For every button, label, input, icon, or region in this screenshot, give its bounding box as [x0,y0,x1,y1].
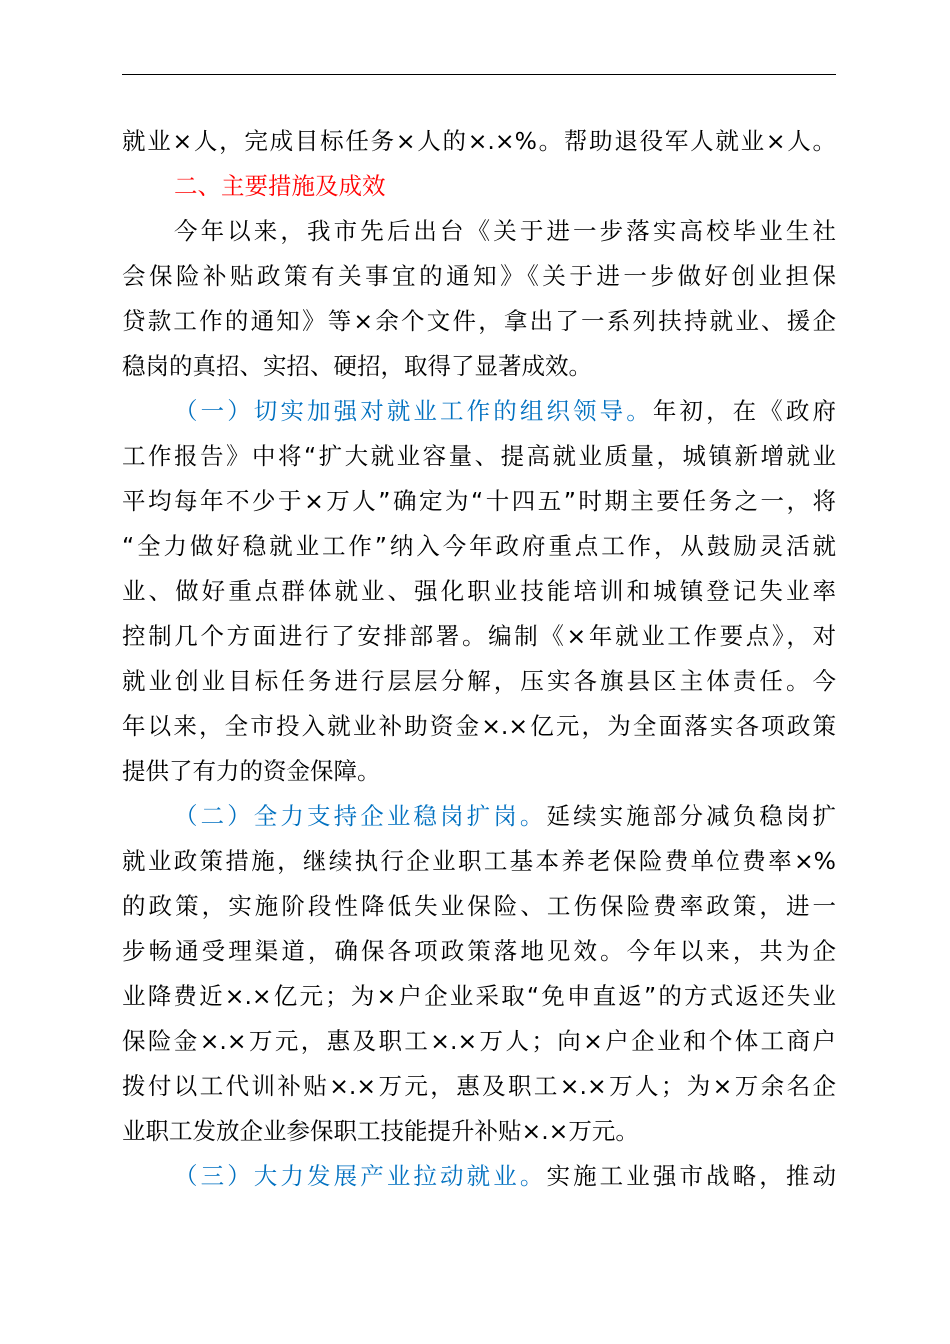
text-line: 会保险补贴政策有关事宜的通知》《关于进一步做好创业担保 [122,262,836,290]
text-line: 年以来，全市投入就业补助资金×.×亿元，为全面落实各项政策 [122,712,836,740]
text-line: 提供了有力的资金保障。 [122,757,381,785]
paragraph-start [122,1154,836,1199]
section-heading-text: 二、主要措施及成效 [174,172,386,200]
text-line: 的政策，实施阶段性降低失业保险、工伤保险费率政策，进一 [122,892,836,920]
text-line: 就业创业目标任务进行层层分解，压实各旗县区主体责任。今 [122,667,836,695]
text-line: 拨付以工代训补贴×.×万元，惠及职工×.×万人；为×万余名企 [122,1072,836,1100]
text-line: 业、做好重点群体就业、强化职业技能培训和城镇登记失业率 [122,577,836,605]
text-line: 工作报告》中将“扩大就业容量、提高就业质量，城镇新增就业 [122,442,836,470]
text-line: 今年以来，我市先后出台《关于进一步落实高校毕业生社 [174,217,836,245]
sub-heading-1: （一）切实加强对就业工作的组织领导。 [174,397,653,425]
text-line: “全力做好稳就业工作”纳入今年政府重点工作，从鼓励灵活就 [122,532,836,560]
document-body [122,119,836,1199]
text-line: 稳岗的真招、实招、硬招，取得了显著成效。 [122,352,592,380]
paragraph-start [122,389,836,434]
sub-heading-2: （二）全力支持企业稳岗扩岗。 [174,802,547,830]
text-line: 就业×人，完成目标任务×人的×.×%。帮助退役军人就业×人。 [122,127,836,155]
sub-heading-3: （三）大力发展产业拉动就业。 [174,1162,547,1190]
header-rule [122,74,836,75]
text-line: 业降费近×.×亿元；为×户企业采取“免申直返”的方式返还失业 [122,982,836,1010]
paragraph-start [122,794,836,839]
text-line: 控制几个方面进行了安排部署。编制《×年就业工作要点》，对 [122,622,836,650]
paragraph-lead-text: 延续实施部分减负稳岗扩 [546,802,837,830]
text-line: 业职工发放企业参保职工技能提升补贴×.×万元。 [122,1117,639,1145]
text-line: 步畅通受理渠道，确保各项政策落地见效。今年以来，共为企 [122,937,836,965]
paragraph-lead-text: 实施工业强市战略，推动 [546,1162,837,1190]
text-line: 保险金×.×万元，惠及职工×.×万人；向×户企业和个体工商户 [122,1027,836,1055]
text-line: 贷款工作的通知》等×余个文件，拿出了一系列扶持就业、援企 [122,307,836,335]
section-heading [122,164,836,209]
text-line: 就业政策措施，继续执行企业职工基本养老保险费单位费率×% [122,847,836,875]
text-line: 平均每年不少于×万人”确定为“十四五”时期主要任务之一，将 [122,487,836,515]
paragraph-lead-text: 年初，在《政府 [652,397,836,425]
